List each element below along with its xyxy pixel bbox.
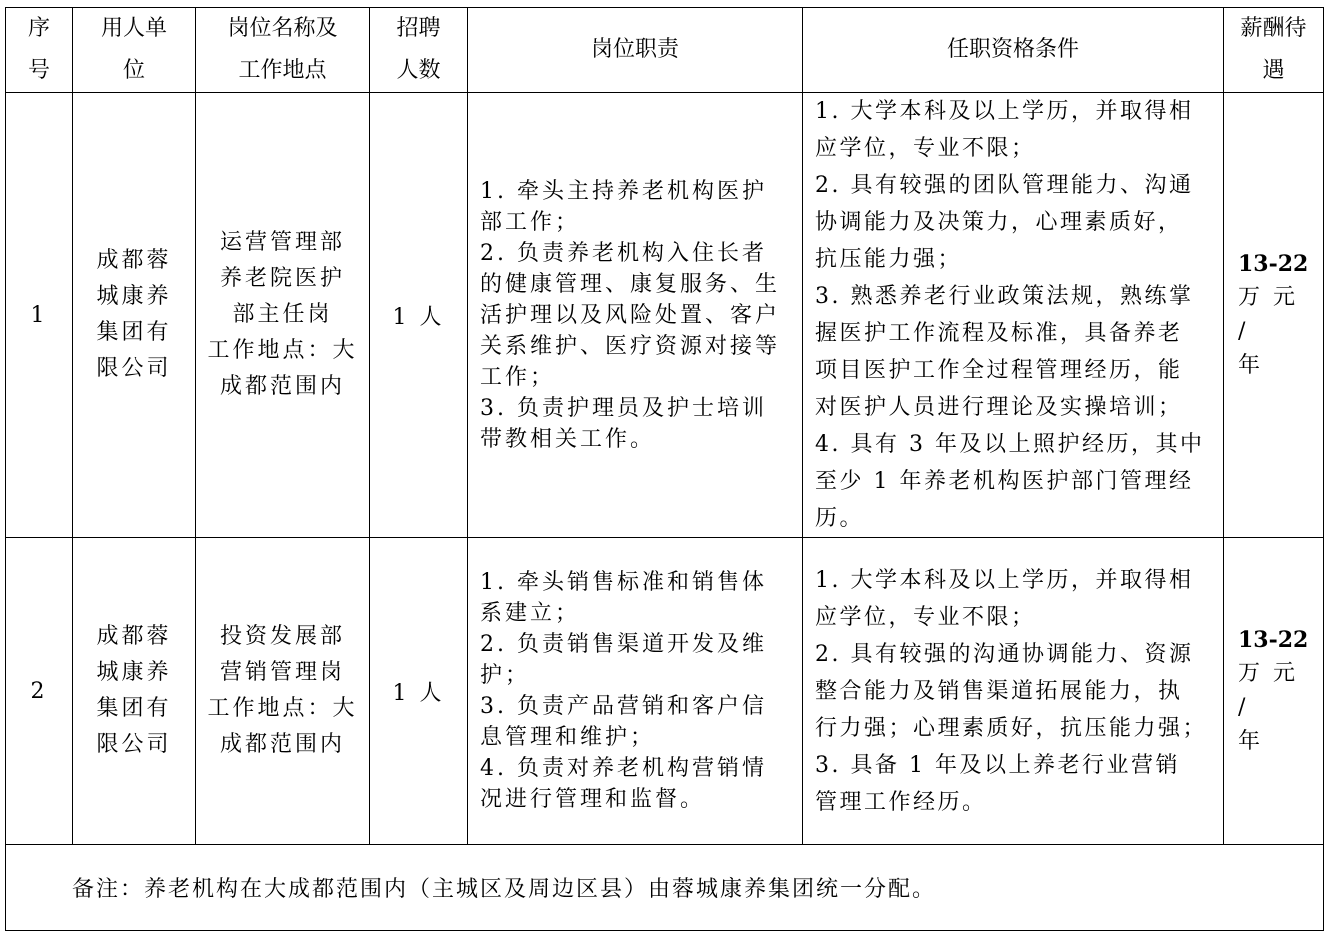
duty-line: 部工作； bbox=[480, 209, 581, 235]
requirement-line: 整合能力及销售渠道拓展能力，执 bbox=[815, 678, 1183, 704]
duty-line: 4. 负责对养老机构营销情 bbox=[480, 756, 767, 781]
row-count: 1 人 bbox=[370, 538, 468, 845]
duty-line: 活护理以及风险处置、客户 bbox=[480, 302, 781, 328]
requirement-line: 应学位，专业不限； bbox=[815, 604, 1036, 630]
salary-amount: 13-22 bbox=[1238, 251, 1309, 277]
row-seq: 1 bbox=[6, 93, 73, 538]
duty-line: 况进行管理和监督。 bbox=[480, 787, 706, 812]
recruitment-document bbox=[5, 7, 1323, 917]
header-salary-line: 遇 bbox=[1262, 58, 1285, 83]
requirement-line: 3. 熟悉养老行业政策法规，熟练掌 bbox=[815, 284, 1194, 309]
position-line: 工作地点：大 bbox=[207, 338, 358, 363]
duty-line: 3. 负责产品营销和客户信 bbox=[480, 694, 767, 719]
header-count-line: 人数 bbox=[396, 58, 441, 83]
requirement-line: 应学位，专业不限； bbox=[815, 136, 1036, 161]
duty-line: 3. 负责护理员及护士培训 bbox=[480, 395, 767, 421]
employer-line: 集团有 bbox=[96, 696, 172, 721]
header-salary-line: 薪酬待 bbox=[1240, 16, 1307, 41]
employer-line: 成都蓉 bbox=[96, 624, 172, 649]
remark-row bbox=[6, 845, 1324, 931]
duty-line: 系建立； bbox=[480, 601, 581, 626]
duty-line: 息管理和维护； bbox=[480, 725, 656, 750]
position-line: 投资发展部 bbox=[219, 624, 345, 649]
requirement-line: 至少 1 年养老机构医护部门管理经 bbox=[815, 469, 1194, 494]
position-line: 工作地点：大 bbox=[207, 696, 358, 721]
header-position-line: 工作地点 bbox=[238, 58, 327, 83]
duty-line: 2. 负责养老机构入住长者 bbox=[480, 240, 767, 266]
row-count: 1 人 bbox=[370, 93, 468, 538]
position-line: 营销管理岗 bbox=[219, 660, 345, 685]
header-seq bbox=[6, 8, 73, 93]
row-requirements bbox=[803, 538, 1224, 845]
row-position bbox=[196, 538, 370, 845]
header-salary bbox=[1224, 8, 1324, 93]
row-position bbox=[196, 93, 370, 538]
header-count-line: 招聘 bbox=[396, 16, 441, 41]
requirement-line: 历。 bbox=[815, 506, 865, 531]
duty-line: 护； bbox=[480, 663, 531, 688]
requirement-line: 1. 大学本科及以上学历，并取得相 bbox=[815, 99, 1194, 124]
row-requirements bbox=[803, 93, 1224, 538]
row-employer bbox=[73, 93, 196, 538]
table-row bbox=[6, 93, 1324, 538]
header-position-line: 岗位名称及 bbox=[227, 16, 338, 41]
requirement-line: 管理工作经历。 bbox=[815, 789, 987, 815]
row-salary bbox=[1224, 93, 1324, 538]
requirement-line: 2. 具有较强的沟通协调能力、资源 bbox=[815, 641, 1194, 667]
header-count bbox=[370, 8, 468, 93]
duty-line: 的健康管理、康复服务、生 bbox=[480, 271, 781, 297]
header-row bbox=[6, 8, 1324, 93]
requirement-line: 2. 具有较强的团队管理能力、沟通 bbox=[815, 173, 1194, 198]
requirement-line: 对医护人员进行理论及实操培训； bbox=[815, 395, 1183, 420]
employer-line: 限公司 bbox=[96, 356, 172, 381]
position-line: 养老院医护 bbox=[219, 266, 345, 291]
position-line: 运营管理部 bbox=[219, 230, 345, 255]
requirement-line: 协调能力及决策力，心理素质好， bbox=[815, 210, 1183, 235]
employer-line: 成都蓉 bbox=[96, 248, 172, 273]
remark-text: 备注：养老机构在大成都范围内（主城区及周边区县）由蓉城康养集团统一分配。 bbox=[6, 845, 1324, 931]
table-row bbox=[6, 538, 1324, 845]
row-salary bbox=[1224, 538, 1324, 845]
position-line: 成都范围内 bbox=[219, 732, 345, 757]
requirement-line: 行力强；心理素质好，抗压能力强； bbox=[815, 715, 1208, 741]
row-duties bbox=[468, 93, 803, 538]
row-employer bbox=[73, 538, 196, 845]
employer-line: 城康养 bbox=[96, 284, 172, 309]
salary-period: 年 bbox=[1238, 729, 1264, 754]
position-line: 部主任岗 bbox=[232, 302, 333, 327]
requirement-line: 4. 具有 3 年及以上照护经历，其中 bbox=[815, 432, 1205, 457]
salary-period: 年 bbox=[1238, 353, 1264, 378]
header-seq-line: 号 bbox=[27, 58, 50, 83]
employer-line: 集团有 bbox=[96, 320, 172, 345]
header-employer-line: 用人单 bbox=[100, 16, 167, 41]
duty-line: 1. 牵头销售标准和销售体 bbox=[480, 570, 767, 595]
requirement-line: 3. 具备 1 年及以上养老行业营销 bbox=[815, 752, 1180, 778]
header-employer bbox=[73, 8, 196, 93]
header-requirements: 任职资格条件 bbox=[803, 8, 1224, 93]
header-position bbox=[196, 8, 370, 93]
requirement-line: 抗压能力强； bbox=[815, 247, 963, 272]
recruitment-table bbox=[5, 7, 1324, 931]
duty-line: 1. 牵头主持养老机构医护 bbox=[480, 178, 767, 204]
requirement-line: 项目医护工作全过程管理经历，能 bbox=[815, 358, 1183, 383]
duty-line: 2. 负责销售渠道开发及维 bbox=[480, 632, 767, 657]
salary-unit: 万 元 / bbox=[1238, 285, 1298, 344]
salary-unit: 万 元 / bbox=[1238, 661, 1298, 720]
requirement-line: 1. 大学本科及以上学历，并取得相 bbox=[815, 567, 1194, 593]
duty-line: 工作； bbox=[480, 364, 556, 390]
header-employer-line: 位 bbox=[122, 58, 145, 83]
employer-line: 限公司 bbox=[96, 732, 172, 757]
requirement-line: 握医护工作流程及标准，具备养老 bbox=[815, 321, 1183, 346]
salary-amount: 13-22 bbox=[1238, 627, 1309, 653]
position-line: 成都范围内 bbox=[219, 374, 345, 399]
header-seq-line: 序 bbox=[27, 16, 50, 41]
employer-line: 城康养 bbox=[96, 660, 172, 685]
duty-line: 关系维护、医疗资源对接等 bbox=[480, 333, 781, 359]
row-duties bbox=[468, 538, 803, 845]
row-seq: 2 bbox=[6, 538, 73, 845]
header-duties: 岗位职责 bbox=[468, 8, 803, 93]
duty-line: 带教相关工作。 bbox=[480, 426, 656, 452]
